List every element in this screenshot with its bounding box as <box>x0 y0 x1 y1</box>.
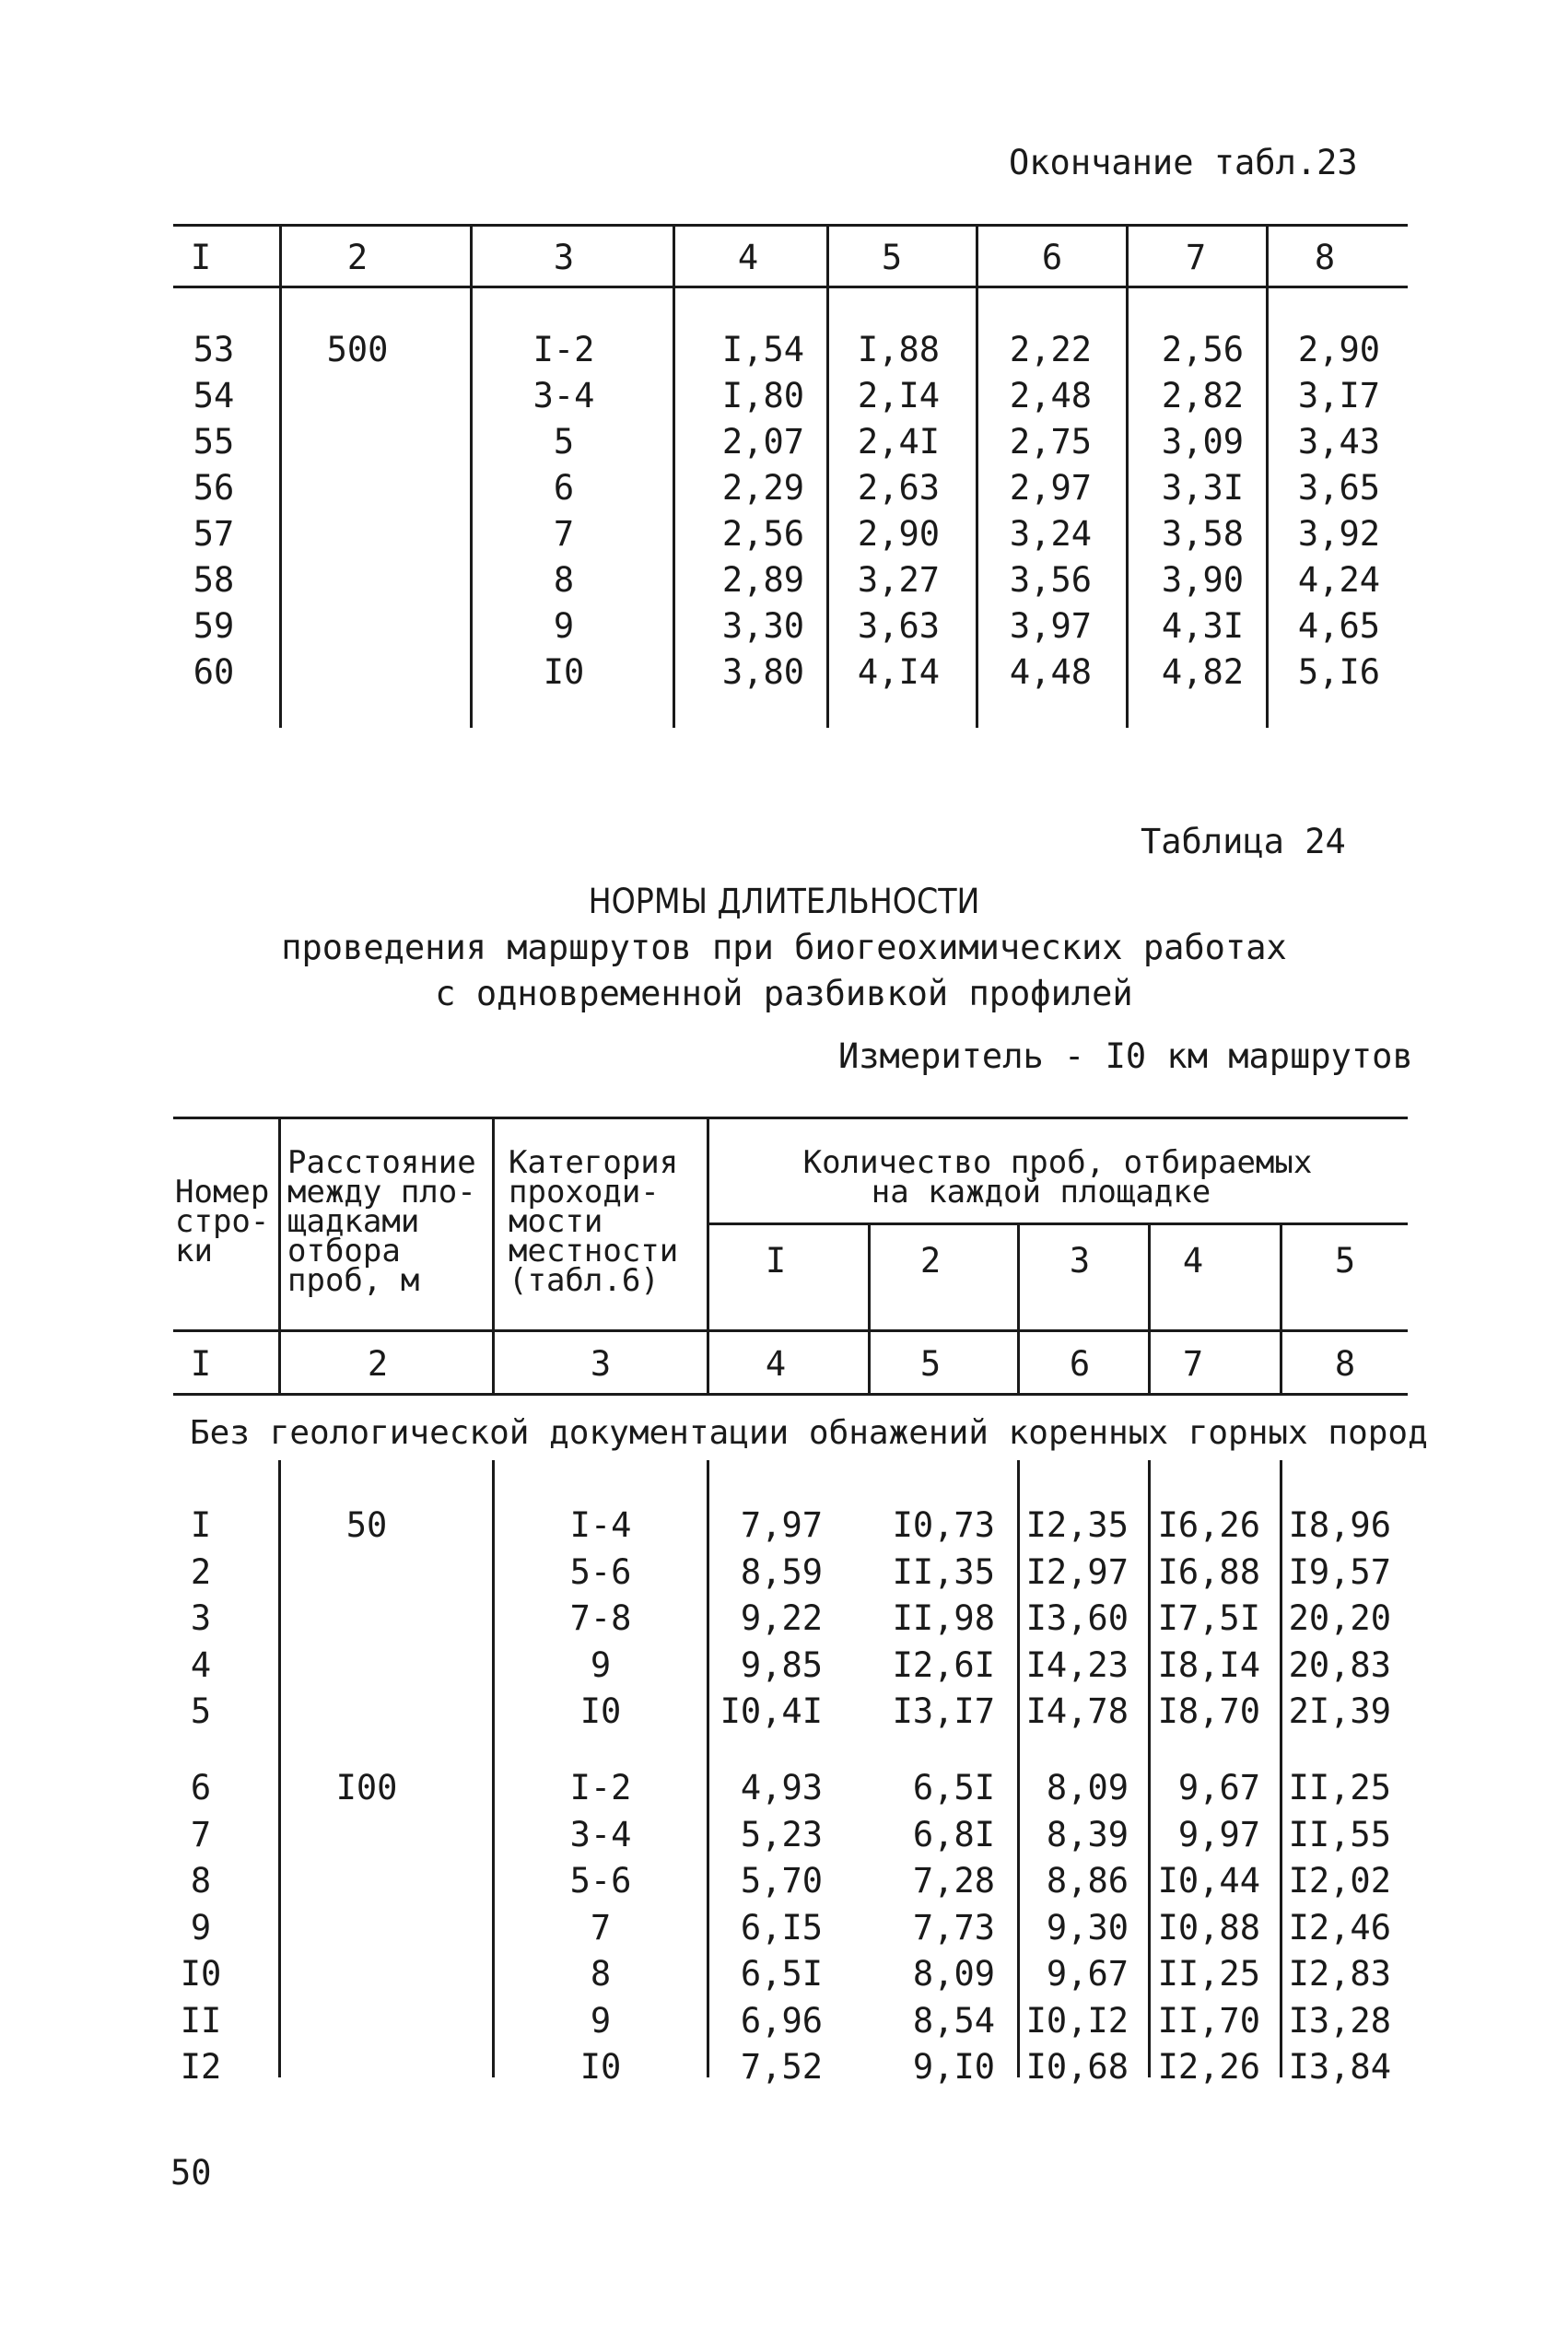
table-cell: II,55 <box>1288 1814 1391 1854</box>
table-cell: 4,3I <box>1161 606 1244 646</box>
table-cell: 4,93 <box>740 1768 823 1807</box>
table-cell: 2,07 <box>721 422 804 462</box>
table23-caption: Окончание табл.23 <box>1009 143 1358 182</box>
table-cell: 5,70 <box>740 1861 823 1901</box>
table-cell: I2 <box>180 2047 222 2087</box>
header-row-number-line: Номер <box>175 1174 270 1211</box>
table-cell: 8 <box>553 560 575 600</box>
column-number: 3 <box>590 1344 612 1384</box>
header-distance-line: Расстояние <box>287 1144 476 1181</box>
sample-count-header: 4 <box>1182 1241 1204 1281</box>
table-cell: II,25 <box>1288 1768 1391 1807</box>
table23-col-divider <box>1126 226 1129 728</box>
table24-unit: Измеритель - I0 км маршрутов <box>838 1036 1413 1076</box>
column-number: 7 <box>1185 238 1207 277</box>
table-cell: I0,44 <box>1157 1861 1260 1901</box>
table-cell: 9,I0 <box>912 2047 995 2087</box>
table-cell: I6,88 <box>1157 1551 1260 1592</box>
table-cell: 9,22 <box>740 1598 823 1638</box>
header-category-line: мости <box>509 1203 603 1240</box>
table-cell: 2,75 <box>1009 422 1092 462</box>
column-number: 2 <box>346 238 369 277</box>
table24-col-divider <box>492 1118 495 1395</box>
table-cell: I0,73 <box>892 1505 995 1545</box>
table-cell: 3,30 <box>721 606 804 646</box>
column-number: 4 <box>765 1344 787 1384</box>
table-cell: 6,I5 <box>740 1907 823 1948</box>
table-cell: 3-4 <box>569 1814 632 1854</box>
table24-col-divider <box>707 1118 709 1395</box>
table-cell: 3,3I <box>1161 468 1244 508</box>
column-number: 4 <box>737 238 759 277</box>
table-cell: I0,88 <box>1157 1907 1260 1948</box>
table-cell: 7 <box>553 514 575 554</box>
table23-col-divider <box>279 226 282 728</box>
table-cell: 3,90 <box>1161 560 1244 600</box>
header-distance-line: проб, м <box>287 1262 420 1299</box>
table-cell: 60 <box>193 652 235 692</box>
table-cell: 4,48 <box>1009 652 1092 692</box>
table-cell: I,54 <box>721 330 804 369</box>
table-cell: 9,30 <box>1046 1907 1129 1948</box>
table24-col-divider <box>1148 1224 1151 1395</box>
table-cell: 7-8 <box>569 1598 632 1638</box>
table-cell: I2,26 <box>1157 2047 1260 2087</box>
table-cell: 500 <box>326 330 389 369</box>
table24-col-divider <box>1148 1460 1151 2077</box>
table-cell: 7,52 <box>740 2047 823 2087</box>
table-cell: 2,22 <box>1009 330 1092 369</box>
table24-label: Таблица 24 <box>1141 822 1346 861</box>
header-category-line: проходи- <box>509 1174 660 1211</box>
table-cell: 4,65 <box>1297 606 1380 646</box>
table-cell: 8,86 <box>1046 1861 1129 1901</box>
table-cell: 58 <box>193 560 235 600</box>
column-number: 7 <box>1182 1344 1204 1384</box>
table-cell: 54 <box>193 376 235 415</box>
table-cell: 7,28 <box>912 1861 995 1901</box>
table-cell: 2,89 <box>721 560 804 600</box>
header-distance-line: между пло- <box>287 1174 476 1211</box>
table-cell: 5 <box>190 1691 212 1731</box>
table24-col-divider <box>278 1460 281 2077</box>
table-cell: I0,68 <box>1025 2047 1129 2087</box>
table-cell: 2,63 <box>857 468 940 508</box>
header-distance-line: щадками <box>287 1203 420 1240</box>
table-cell: II <box>180 2000 222 2041</box>
table-cell: 3,58 <box>1161 514 1244 554</box>
table24-col-divider <box>1017 1224 1020 1395</box>
table-cell: I6,26 <box>1157 1505 1260 1545</box>
table-cell: I4,23 <box>1025 1644 1129 1685</box>
sample-count-header: 3 <box>1069 1241 1091 1281</box>
table23-col-divider <box>1266 226 1269 728</box>
header-category-line: местности <box>509 1233 679 1269</box>
sample-count-header: 2 <box>919 1241 942 1281</box>
table-cell: 2,97 <box>1009 468 1092 508</box>
table-cell: 5 <box>553 422 575 462</box>
header-row-number-line: стро- <box>175 1203 270 1240</box>
table-cell: 2,90 <box>1297 330 1380 369</box>
table-cell: 5,I6 <box>1297 652 1380 692</box>
table24-col-divider <box>492 1460 495 2077</box>
table-cell: II,25 <box>1157 1954 1260 1994</box>
table-cell: 20,83 <box>1288 1644 1391 1685</box>
table-cell: 3,I7 <box>1297 376 1380 415</box>
table-cell: I2,97 <box>1025 1551 1129 1592</box>
table-cell: 2,48 <box>1009 376 1092 415</box>
table-cell: 8,54 <box>912 2000 995 2041</box>
table-cell: 7,97 <box>740 1505 823 1545</box>
table-cell: 8,59 <box>740 1551 823 1592</box>
header-samples-group-line: Количество проб, отбираемых <box>802 1144 1313 1181</box>
table23-col-divider <box>826 226 829 728</box>
table-cell: I7,5I <box>1157 1598 1260 1638</box>
table24-top-rule <box>173 1117 1408 1119</box>
column-number: 5 <box>881 238 903 277</box>
column-number: 6 <box>1069 1344 1091 1384</box>
table-cell: 5-6 <box>569 1551 632 1592</box>
table-cell: 6 <box>190 1768 212 1807</box>
table-cell: 7 <box>190 1814 212 1854</box>
table-cell: I0 <box>579 2047 622 2087</box>
table24-col-divider <box>868 1224 871 1395</box>
table-cell: 8,09 <box>1046 1768 1129 1807</box>
header-category-line: (табл.6) <box>509 1262 660 1299</box>
table-cell: I <box>190 1505 212 1545</box>
table-cell: 2,56 <box>1161 330 1244 369</box>
column-number: 6 <box>1041 238 1063 277</box>
table-cell: 4,82 <box>1161 652 1244 692</box>
sample-count-header: 5 <box>1334 1241 1356 1281</box>
table-cell: 8,39 <box>1046 1814 1129 1854</box>
table23-header-rule <box>173 286 1408 288</box>
table-cell: 20,20 <box>1288 1598 1391 1638</box>
table-cell: 7 <box>590 1907 612 1948</box>
table-cell: II,35 <box>892 1551 995 1592</box>
table-cell: 9 <box>190 1907 212 1948</box>
table-cell: 6,5I <box>912 1768 995 1807</box>
table-cell: 9 <box>553 606 575 646</box>
table-cell: I0 <box>579 1691 622 1731</box>
table-cell: 50 <box>345 1505 388 1545</box>
table24-section-title: Без геологической документации обнажений коренных горных пород <box>190 1414 1428 1452</box>
table-cell: I00 <box>335 1768 398 1807</box>
table-cell: 55 <box>193 422 235 462</box>
table-cell: I2,35 <box>1025 1505 1129 1545</box>
table-cell: 5-6 <box>569 1861 632 1901</box>
table-cell: I-2 <box>532 330 595 369</box>
table24-header-bottom-rule <box>173 1329 1408 1332</box>
table-cell: 4,24 <box>1297 560 1380 600</box>
table-cell: I4,78 <box>1025 1691 1129 1731</box>
table-cell: 9,67 <box>1046 1954 1129 1994</box>
table-cell: I0 <box>543 652 585 692</box>
table-cell: 9,67 <box>1177 1768 1260 1807</box>
table-cell: 4 <box>190 1644 212 1685</box>
table24-col-divider <box>278 1118 281 1395</box>
page-number: 50 <box>170 2153 212 2193</box>
table-cell: 5,23 <box>740 1814 823 1854</box>
table-cell: 3-4 <box>532 376 595 415</box>
table-cell: 7,73 <box>912 1907 995 1948</box>
table-cell: 3,24 <box>1009 514 1092 554</box>
table-cell: 6,8I <box>912 1814 995 1854</box>
table-cell: 2,82 <box>1161 376 1244 415</box>
table-cell: I3,I7 <box>892 1691 995 1731</box>
table24-title: НОРМЫ ДЛИТЕЛЬНОСТИ <box>588 882 980 921</box>
table-cell: I2,02 <box>1288 1861 1391 1901</box>
table-cell: 3,43 <box>1297 422 1380 462</box>
table-cell: 3,65 <box>1297 468 1380 508</box>
table-cell: 8 <box>590 1954 612 1994</box>
table-cell: I3,84 <box>1288 2047 1391 2087</box>
header-samples-group-line: на каждой площадке <box>871 1174 1211 1211</box>
table-cell: II,98 <box>892 1598 995 1638</box>
table-cell: II,70 <box>1157 2000 1260 2041</box>
table-cell: 8,09 <box>912 1954 995 1994</box>
table-cell: 6,96 <box>740 2000 823 2041</box>
table23-col-divider <box>470 226 473 728</box>
table-cell: 8 <box>190 1861 212 1901</box>
table-cell: 2,I4 <box>857 376 940 415</box>
table-cell: 57 <box>193 514 235 554</box>
table24-group-rule <box>708 1222 1408 1225</box>
table24-col-divider <box>1280 1224 1282 1395</box>
sample-count-header: I <box>765 1241 787 1281</box>
header-distance-line: отбора <box>287 1233 401 1269</box>
header-category-line: Категория <box>509 1144 679 1181</box>
table-cell: I0 <box>180 1954 222 1994</box>
table-cell: 3,27 <box>857 560 940 600</box>
table-cell: 2 <box>190 1551 212 1592</box>
table-cell: 3,97 <box>1009 606 1092 646</box>
table-cell: I8,I4 <box>1157 1644 1260 1685</box>
column-number: 3 <box>553 238 575 277</box>
table-cell: 9,97 <box>1177 1814 1260 1854</box>
table24-col-divider <box>707 1460 709 2077</box>
table23-col-divider <box>976 226 978 728</box>
table-cell: I3,28 <box>1288 2000 1391 2041</box>
column-number: I <box>190 1344 212 1384</box>
table-cell: 6 <box>553 468 575 508</box>
column-number: 8 <box>1334 1344 1356 1384</box>
table24-col-divider <box>1017 1460 1020 2077</box>
table24-subtitle-line1: проведения маршрутов при биогеохимических работах <box>281 928 1287 967</box>
table-cell: 9 <box>590 1644 612 1685</box>
table-cell: 9,85 <box>740 1644 823 1685</box>
column-number: I <box>190 238 212 277</box>
table-cell: I2,46 <box>1288 1907 1391 1948</box>
table-cell: 2,4I <box>857 422 940 462</box>
table24-colnums-rule <box>173 1393 1408 1396</box>
column-number: 5 <box>919 1344 942 1384</box>
column-number: 8 <box>1314 238 1336 277</box>
table-cell: I-4 <box>569 1505 632 1545</box>
table-cell: 4,I4 <box>857 652 940 692</box>
table-cell: 2,29 <box>721 468 804 508</box>
table23-top-rule <box>173 224 1408 227</box>
table-cell: 3,92 <box>1297 514 1380 554</box>
table-cell: I8,96 <box>1288 1505 1391 1545</box>
table-cell: 2,90 <box>857 514 940 554</box>
table-cell: I8,70 <box>1157 1691 1260 1731</box>
table-cell: 6,5I <box>740 1954 823 1994</box>
table-cell: I2,83 <box>1288 1954 1391 1994</box>
table-cell: I2,6I <box>892 1644 995 1685</box>
table-cell: I,88 <box>857 330 940 369</box>
table-cell: 3,80 <box>721 652 804 692</box>
table-cell: I,80 <box>721 376 804 415</box>
table-cell: 56 <box>193 468 235 508</box>
table-cell: I9,57 <box>1288 1551 1391 1592</box>
table-cell: I0,I2 <box>1025 2000 1129 2041</box>
table-cell: 9 <box>590 2000 612 2041</box>
table24-col-divider <box>1280 1460 1282 2077</box>
table-cell: 59 <box>193 606 235 646</box>
table-cell: 3,63 <box>857 606 940 646</box>
table-cell: 3 <box>190 1598 212 1638</box>
table-cell: 2I,39 <box>1288 1691 1391 1731</box>
table-cell: 53 <box>193 330 235 369</box>
table-cell: I3,60 <box>1025 1598 1129 1638</box>
table23-col-divider <box>673 226 675 728</box>
table-cell: 3,56 <box>1009 560 1092 600</box>
table24-subtitle-line2: с одновременной разбивкой профилей <box>435 974 1133 1013</box>
table-cell: 2,56 <box>721 514 804 554</box>
header-row-number-line: ки <box>175 1233 213 1269</box>
column-number: 2 <box>367 1344 389 1384</box>
table-cell: I-2 <box>569 1768 632 1807</box>
table-cell: I0,4I <box>720 1691 823 1731</box>
table-cell: 3,09 <box>1161 422 1244 462</box>
